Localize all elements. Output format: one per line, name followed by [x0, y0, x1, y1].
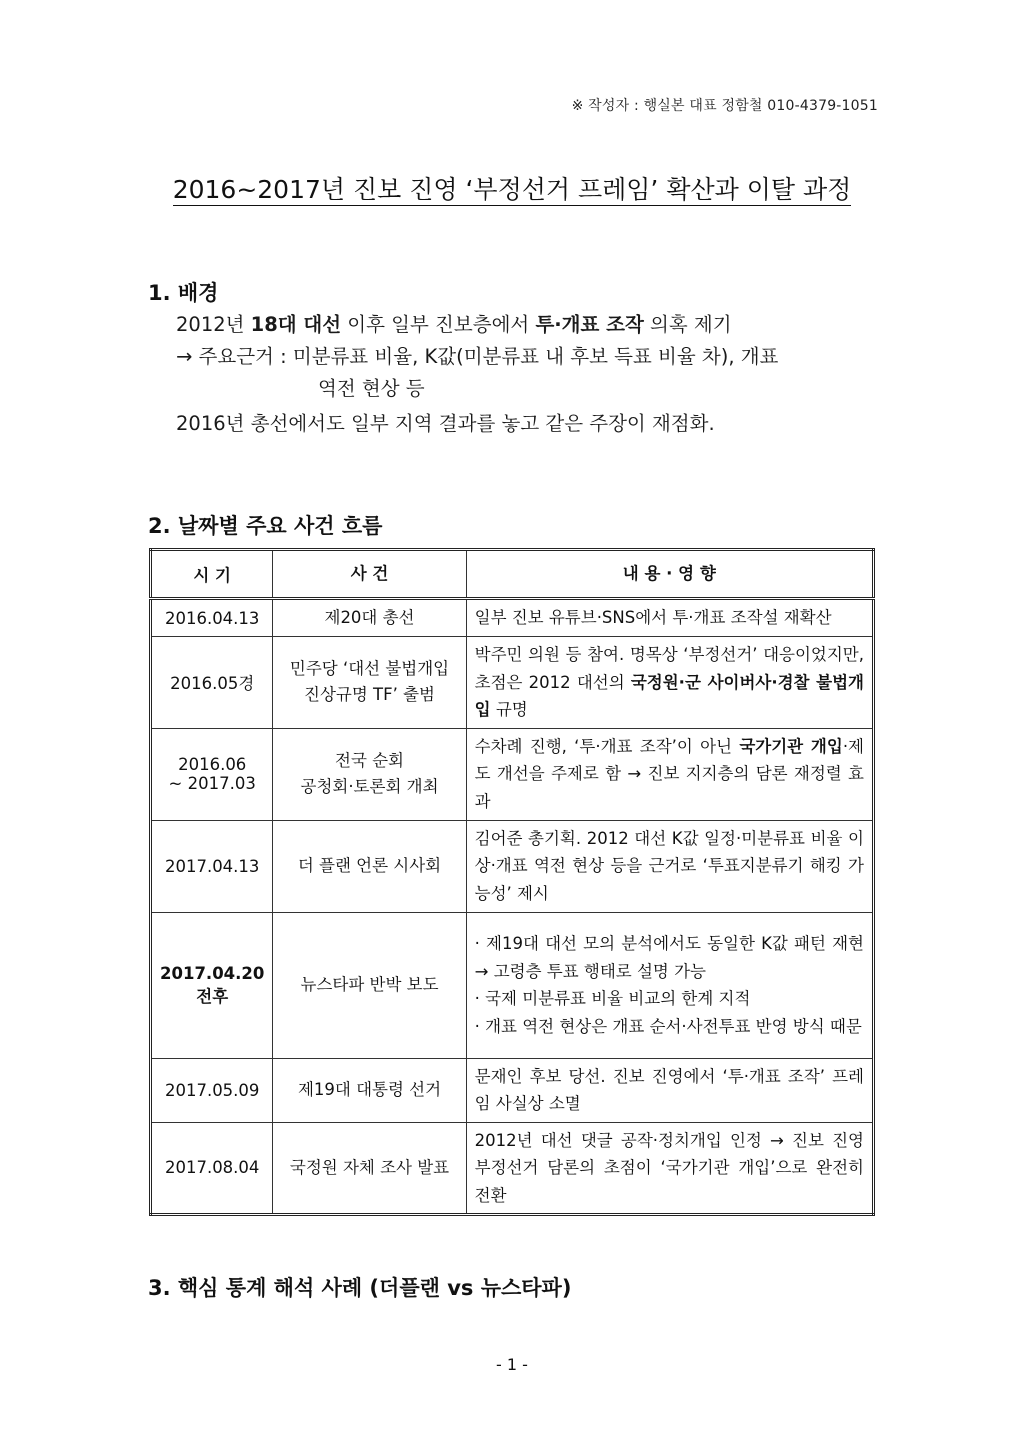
section-3-heading: 3. 핵심 통계 해석 사례 (더플랜 vs 뉴스타파)	[148, 1276, 572, 1300]
row-content	[466, 912, 873, 1058]
section-1-heading: 1. 배경	[148, 281, 219, 305]
row-date: 2017.04.13	[151, 820, 273, 912]
row-event: 민주당 ‘대선 불법개입 진상규명 TF’ 출범	[273, 637, 466, 729]
table-row	[151, 820, 874, 912]
row-content: 일부 진보 유튜브·SNS에서 투·개표 조작설 재확산	[466, 599, 873, 637]
row-content: 수차례 진행, ‘투·개표 조작’이 아닌 국가기관 개입·제도 개선을 주제로 함 → 진보 지지층의 담론 재정렬 효과	[466, 728, 873, 820]
row-event: 제20대 총선	[273, 599, 466, 637]
table-row	[151, 728, 874, 820]
section-2-heading: 2. 날짜별 주요 사건 흐름	[148, 514, 383, 538]
page-number: - 1 -	[496, 1355, 528, 1374]
table-row	[151, 599, 874, 637]
row-content: 2012년 대선 댓글 공작·정치개입 인정 → 진보 진영 부정선거 담론의 초점이 ‘국가기관 개입’으로 완전히 전환	[466, 1122, 873, 1215]
background-line-3: 2016년 총선에서도 일부 지역 결과를 놓고 같은 주장이 재점화.	[176, 412, 715, 435]
document-title-text: 2016~2017년 진보 진영 ‘부정선거 프레임’ 확산과 이탈 과정	[172, 175, 852, 204]
row-event: 제19대 대통령 선거	[273, 1058, 466, 1122]
row-content: 문재인 후보 당선. 진보 진영에서 ‘투·개표 조작’ 프레임 사실상 소멸	[466, 1058, 873, 1122]
column-header-event: 사 건	[273, 550, 466, 599]
table-row	[151, 1122, 874, 1215]
column-header-period: 시 기	[151, 550, 273, 599]
document-title	[0, 170, 1024, 206]
table-row	[151, 1058, 874, 1122]
row-date: 2017.04.20 전후	[151, 912, 273, 1058]
row-date: 2016.05경	[151, 637, 273, 729]
row-event: 더 플랜 언론 시사회	[273, 820, 466, 912]
row-content: 박주민 의원 등 참여. 명목상 ‘부정선거’ 대응이었지만, 초점은 2012 대선의 국정원·군 사이버사·경찰 불법개입 규명	[466, 637, 873, 729]
row-date: 2016.04.13	[151, 599, 273, 637]
table-header-row	[151, 550, 874, 599]
table-row	[151, 637, 874, 729]
list-item: · 개표 역전 현상은 개표 순서·사전투표 반영 방식 때문	[474, 1016, 862, 1036]
row-date: 2017.05.09	[151, 1058, 273, 1122]
author-note: ※ 작성자 : 행실본 대표 정함철 010-4379-1051	[571, 98, 878, 114]
row-event: 뉴스타파 반박 보도	[273, 912, 466, 1058]
row-content: 김어준 총기획. 2012 대선 K값 일정·미분류표 비율 이상·개표 역전 현상 등을 근거로 ‘투표지분류기 해킹 가능성’ 제시	[466, 820, 873, 912]
events-table	[149, 548, 875, 1216]
background-line-2-continued: 역전 현상 등	[318, 377, 425, 400]
row-date: 2017.08.04	[151, 1122, 273, 1215]
background-line-2: → 주요근거 : 미분류표 비율, K값(미분류표 내 후보 득표 비율 차), 개표	[176, 345, 779, 368]
list-item: · 제19대 대선 모의 분석에서도 동일한 K값 패턴 재현 → 고령층 투표 행태로 설명 가능	[474, 934, 864, 981]
row-date: 2016.06 ~ 2017.03	[151, 728, 273, 820]
row-event: 전국 순회 공청회·토론회 개최	[273, 728, 466, 820]
list-item: · 국제 미분류표 비율 비교의 한계 지적	[474, 989, 751, 1008]
row-event: 국정원 자체 조사 발표	[273, 1122, 466, 1215]
background-line-1: 2012년 18대 대선 이후 일부 진보층에서 투·개표 조작 의혹 제기	[176, 313, 732, 336]
table-row	[151, 912, 874, 1058]
column-header-content: 내 용 · 영 향	[466, 550, 873, 599]
